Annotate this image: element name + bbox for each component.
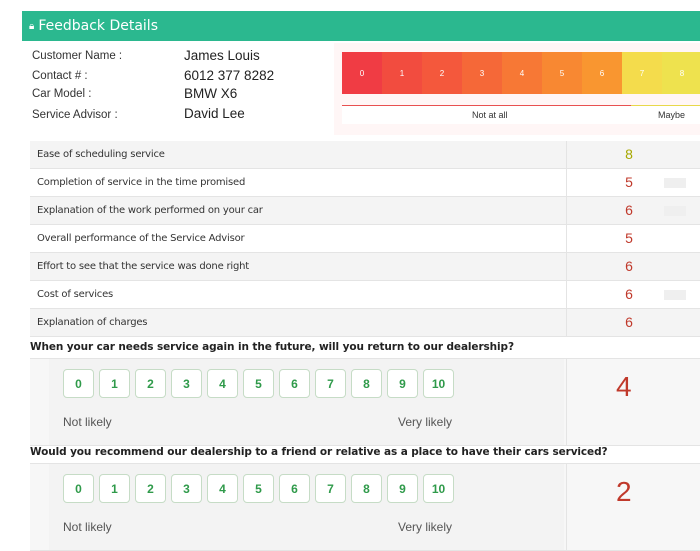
score-option-10[interactable]: 10 xyxy=(423,474,454,503)
scale-cell-0: 0 xyxy=(342,52,382,94)
car-model-label: Car Model : xyxy=(32,88,92,100)
very-likely-label: Very likely xyxy=(398,520,453,534)
return-likelihood-block xyxy=(30,358,700,446)
very-likely-label: Very likely xyxy=(398,415,453,429)
scale-cell-2: 2 xyxy=(422,52,462,94)
contact-value: 6012 377 8282 xyxy=(184,68,275,83)
rating-question: Cost of services xyxy=(37,289,114,300)
customer-name-label: Customer Name : xyxy=(32,50,123,62)
recommend-likelihood-block xyxy=(30,463,700,551)
score-option-7[interactable]: 7 xyxy=(315,369,346,398)
scale-label-maybe: Maybe xyxy=(658,110,686,120)
scale-cell-4: 4 xyxy=(502,52,542,94)
scale-cell-8: 8 xyxy=(662,52,700,94)
table-row xyxy=(30,141,700,169)
score-option-3[interactable]: 3 xyxy=(171,369,202,398)
score-option-9[interactable]: 9 xyxy=(387,474,418,503)
return-likelihood-options xyxy=(63,369,454,398)
score-option-10[interactable]: 10 xyxy=(423,369,454,398)
score-option-0[interactable]: 0 xyxy=(63,474,94,503)
score-option-2[interactable]: 2 xyxy=(135,369,166,398)
score-option-8[interactable]: 8 xyxy=(351,369,382,398)
rating-scale-labels xyxy=(342,105,700,124)
recommend-question: Would you recommend our dealership to a friend or relative as a place to have their cars serviced? xyxy=(30,446,608,458)
score-option-9[interactable]: 9 xyxy=(387,369,418,398)
ratings-table xyxy=(30,141,700,337)
score-option-6[interactable]: 6 xyxy=(279,369,310,398)
rating-score: 6 xyxy=(625,286,633,302)
not-likely-label: Not likely xyxy=(63,520,112,534)
table-row xyxy=(30,197,700,225)
score-option-4[interactable]: 4 xyxy=(207,369,238,398)
rating-scale-legend xyxy=(334,43,700,135)
rating-question: Completion of service in the time promised xyxy=(37,177,246,188)
scale-label-not-at-all: Not at all xyxy=(472,110,508,120)
car-model-value: BMW X6 xyxy=(184,86,238,101)
scale-cell-6: 6 xyxy=(582,52,622,94)
rating-scale-bar xyxy=(342,52,700,94)
score-option-1[interactable]: 1 xyxy=(99,474,130,503)
score-option-5[interactable]: 5 xyxy=(243,474,274,503)
table-row xyxy=(30,253,700,281)
page-title: Feedback Details xyxy=(38,18,158,34)
rating-question: Ease of scheduling service xyxy=(37,149,165,160)
score-option-0[interactable]: 0 xyxy=(63,369,94,398)
service-advisor-label: Service Advisor : xyxy=(32,109,118,121)
rating-score: 6 xyxy=(625,314,633,330)
score-option-3[interactable]: 3 xyxy=(171,474,202,503)
score-option-8[interactable]: 8 xyxy=(351,474,382,503)
rating-score: 6 xyxy=(625,202,633,218)
return-score: 4 xyxy=(616,371,632,402)
feedback-details-header xyxy=(22,11,700,41)
table-row xyxy=(30,169,700,197)
recommend-likelihood-options xyxy=(63,474,454,503)
rating-score: 5 xyxy=(625,230,633,246)
lock-icon: 🔒︎ xyxy=(29,21,35,32)
table-row xyxy=(30,225,700,253)
score-option-6[interactable]: 6 xyxy=(279,474,310,503)
rating-question: Effort to see that the service was done right xyxy=(37,261,250,272)
score-option-1[interactable]: 1 xyxy=(99,369,130,398)
recommend-score: 2 xyxy=(616,476,632,507)
rating-question: Explanation of charges xyxy=(37,317,148,328)
score-option-5[interactable]: 5 xyxy=(243,369,274,398)
customer-name-value: James Louis xyxy=(184,48,260,63)
scale-cell-5: 5 xyxy=(542,52,582,94)
score-option-7[interactable]: 7 xyxy=(315,474,346,503)
not-likely-label: Not likely xyxy=(63,415,112,429)
rating-score: 8 xyxy=(625,146,633,162)
rating-question: Overall performance of the Service Advisor xyxy=(37,233,245,244)
table-row xyxy=(30,281,700,309)
score-option-4[interactable]: 4 xyxy=(207,474,238,503)
scale-cell-1: 1 xyxy=(382,52,422,94)
service-advisor-value: David Lee xyxy=(184,106,245,121)
rating-score: 5 xyxy=(625,174,633,190)
contact-label: Contact # : xyxy=(32,70,88,82)
scale-cell-7: 7 xyxy=(622,52,662,94)
score-option-2[interactable]: 2 xyxy=(135,474,166,503)
scale-cell-3: 3 xyxy=(462,52,502,94)
return-question: When your car needs service again in the future, will you return to our dealership? xyxy=(30,341,514,353)
table-row xyxy=(30,309,700,337)
rating-score: 6 xyxy=(625,258,633,274)
rating-question: Explanation of the work performed on your car xyxy=(37,205,263,216)
